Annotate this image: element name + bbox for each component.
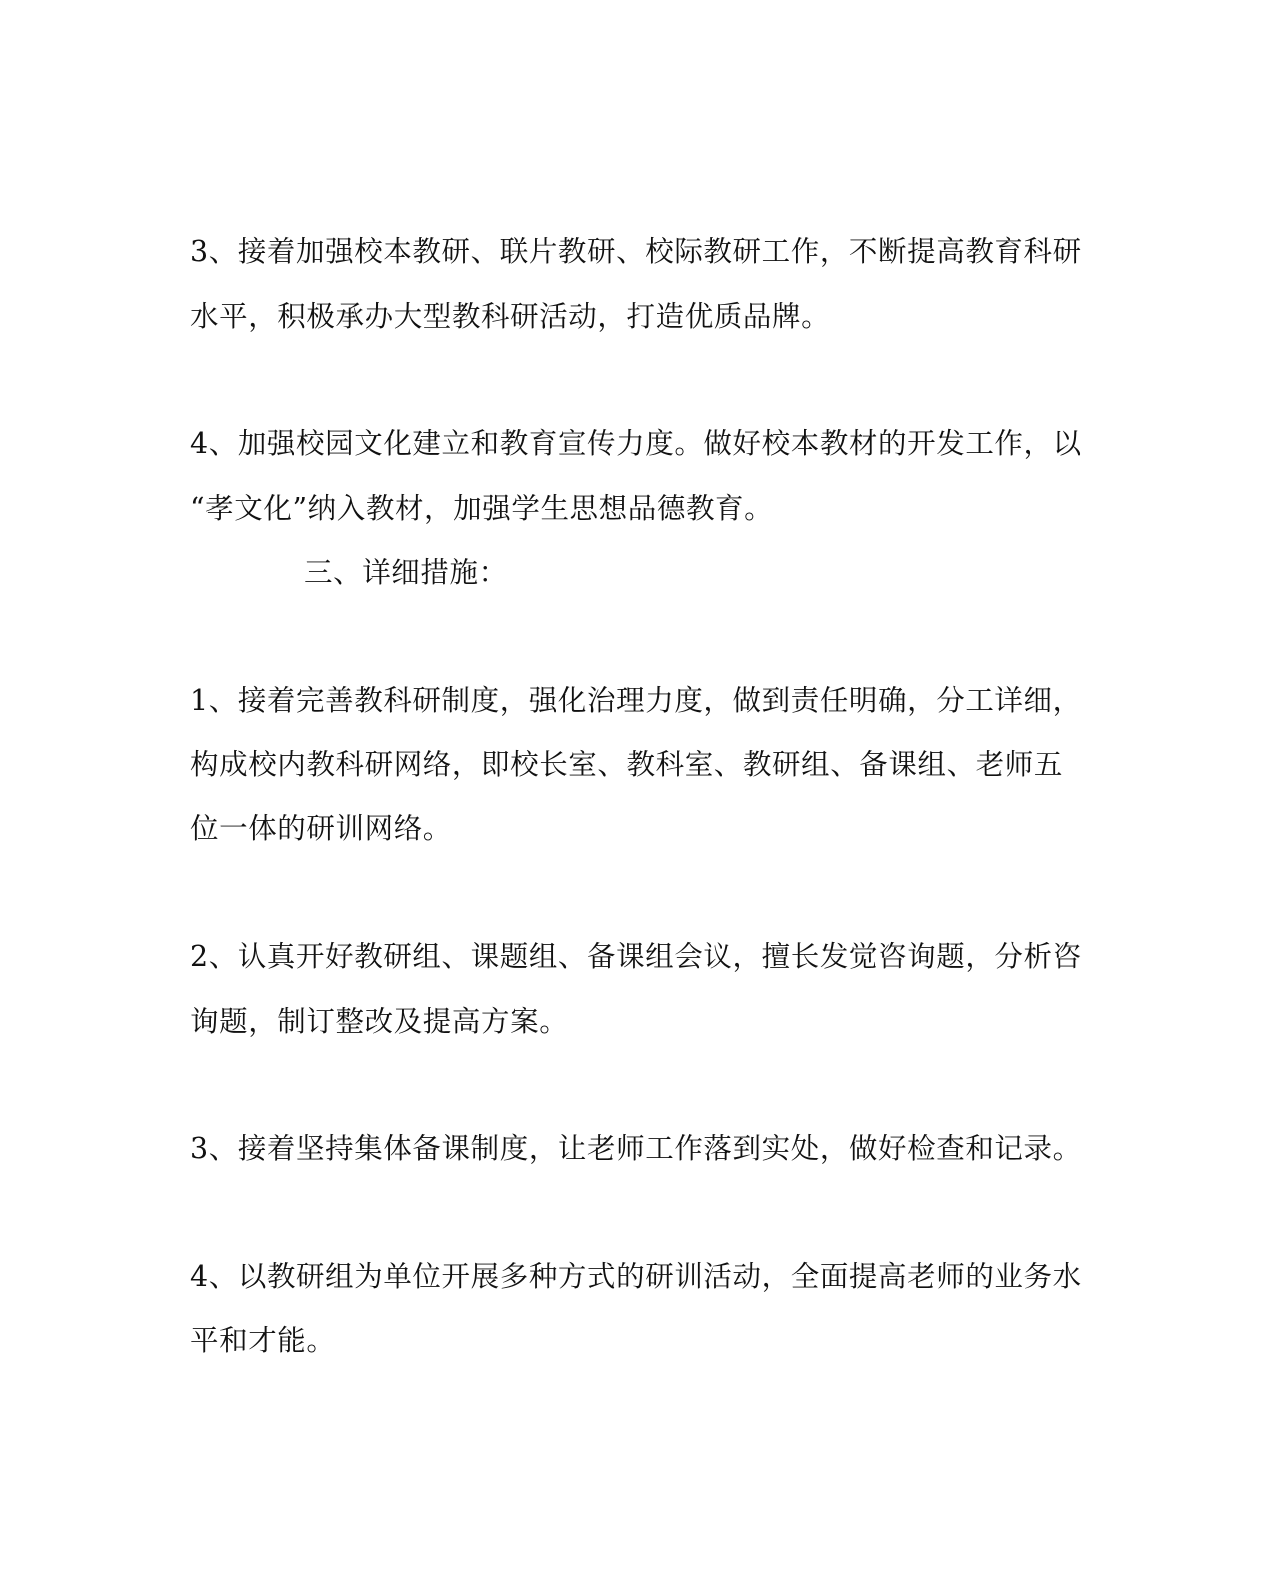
measure-2-line-1: 2、认真开好教研组、课题组、备课组会议，擅长发觉咨询题，分析咨 — [190, 940, 1082, 973]
section-heading: 三、详细措施： — [304, 556, 508, 589]
measure-1-line-3: 位一体的研训网络。 — [190, 812, 452, 845]
measure-1-line-1: 1、接着完善教科研制度，强化治理力度，做到责任明确，分工详细， — [190, 684, 1082, 717]
measure-4-line-1: 4、以教研组为单位开展多种方式的研训活动，全面提高老师的业务水 — [190, 1260, 1082, 1293]
measure-2-line-2: 询题，制订整改及提高方案。 — [190, 1005, 569, 1038]
paragraph-3-line-1: 3、接着加强校本教研、联片教研、校际教研工作，不断提高教育科研 — [190, 235, 1082, 268]
measure-3-line-1: 3、接着坚持集体备课制度，让老师工作落到实处，做好检查和记录。 — [190, 1132, 1082, 1165]
paragraph-4-line-1: 4、加强校园文化建立和教育宣传力度。做好校本教材的开发工作，以 — [190, 427, 1082, 460]
paragraph-4-line-2: “孝文化”纳入教材，加强学生思想品德教育。 — [190, 492, 774, 525]
measure-4-line-2: 平和才能。 — [190, 1324, 336, 1357]
paragraph-3-line-2: 水平，积极承办大型教科研活动，打造优质品牌。 — [190, 300, 831, 333]
measure-1-line-2: 构成校内教科研网络，即校长室、教科室、教研组、备课组、老师五 — [190, 748, 1064, 781]
